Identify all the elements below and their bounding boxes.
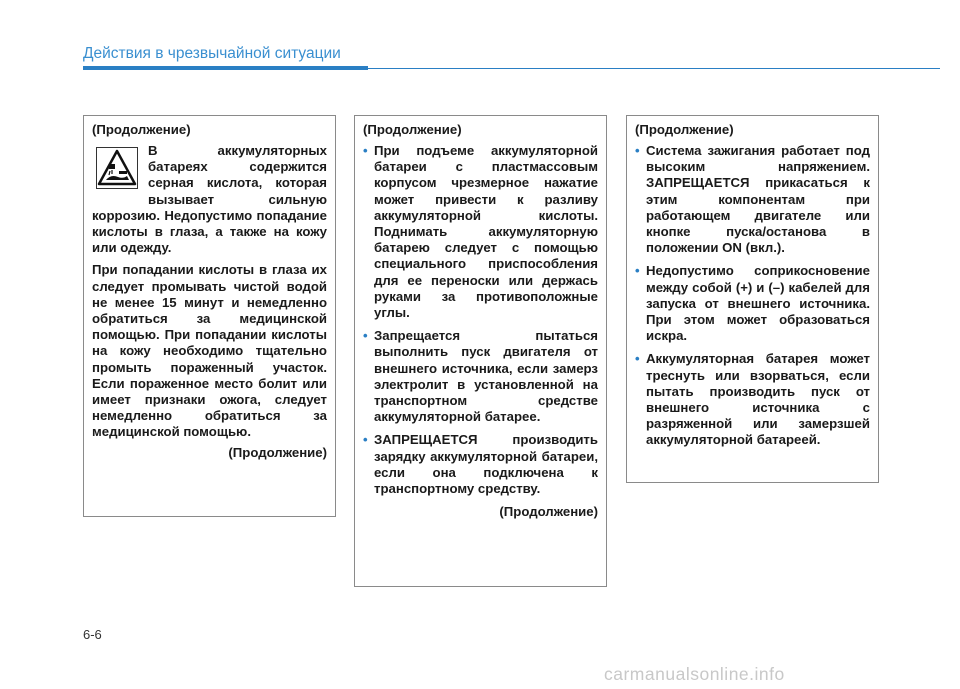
header-rule-thick	[83, 66, 368, 70]
continued-label-top: (Продолжение)	[363, 122, 462, 137]
acid-warning-block	[92, 143, 327, 256]
warning-box-2	[354, 115, 607, 587]
warning-box-3	[626, 115, 879, 483]
bullet-dot-icon: •	[635, 143, 640, 158]
list-item: • Аккумуляторная батарея может треснуть или взорваться, если пытать производить пуск от внешнего источника с разряженной или замерзшей аккумуляторной батареей.	[635, 351, 870, 448]
section-title: Действия в чрезвычайной ситуации	[83, 45, 341, 62]
acid-burn-warning-icon	[96, 147, 138, 189]
continued-label-bottom: (Продолжение)	[228, 444, 327, 460]
page-number: 6-6	[83, 627, 102, 642]
bullet-dot-icon: •	[363, 328, 368, 344]
bullet-dot-icon: •	[635, 263, 640, 279]
continued-label-top: (Продолжение)	[92, 122, 191, 137]
watermark: carmanualsonline.info	[604, 664, 785, 684]
bullet-dot-icon: •	[635, 351, 640, 367]
header-rule-thin	[368, 68, 940, 69]
list-item: • ЗАПРЕЩАЕТСЯ производить зарядку аккумуляторной батареи, если она подключена к транспортному средству.	[363, 432, 598, 497]
first-aid-text: При попадании кислоты в глаза их следует промывать чистой водой не менее 15 минут и немедленно обратиться за медицинской помощью. При попадании кислоты на кожу необходимо тщательно промыть пораженный участок. Если пораженное место болит или имеет признаки ожога, следует немедленно обратиться за медицинской помощью.	[92, 262, 327, 440]
bullet-list	[363, 143, 598, 497]
bullet-list	[635, 143, 870, 449]
list-item: • Запрещается пытаться выполнить пуск двигателя от внешнего источника, если замерз электролит в установленной на транспортном средстве аккумуляторной батарее.	[363, 328, 598, 425]
warning-box-1	[83, 115, 336, 517]
acid-warning-text: В аккумуляторных батареях содержится серная кислота, которая вызывает сильную коррозию. Недопустимо попадание кислоты в глаза, а также на кожу или одежду.	[92, 143, 327, 256]
list-item: • Система зажигания работает под высоким напряжением. ЗАПРЕЩАЕТСЯ прикасаться к этим компонентам при работающем двигателе или кнопке пуска/останова в положении ON (вкл.).	[635, 143, 870, 256]
bullet-dot-icon: •	[363, 432, 368, 448]
list-item: • Недопустимо соприкосновение между собой (+) и (–) кабелей для запуска от внешнего источника. При этом может образоваться искра.	[635, 263, 870, 344]
list-item: • При подъеме аккумуляторной батареи с пластмассовым корпусом чрезмерное нажатие может привести к разливу аккумуляторной кислоты. Поднимать аккумуляторную батарею следует с помощью специального приспособления для ее переноски или держась руками за противоположные углы.	[363, 143, 598, 321]
continued-label-top: (Продолжение)	[635, 122, 734, 137]
continued-label-bottom: (Продолжение)	[499, 504, 598, 520]
bullet-dot-icon: •	[363, 143, 368, 158]
